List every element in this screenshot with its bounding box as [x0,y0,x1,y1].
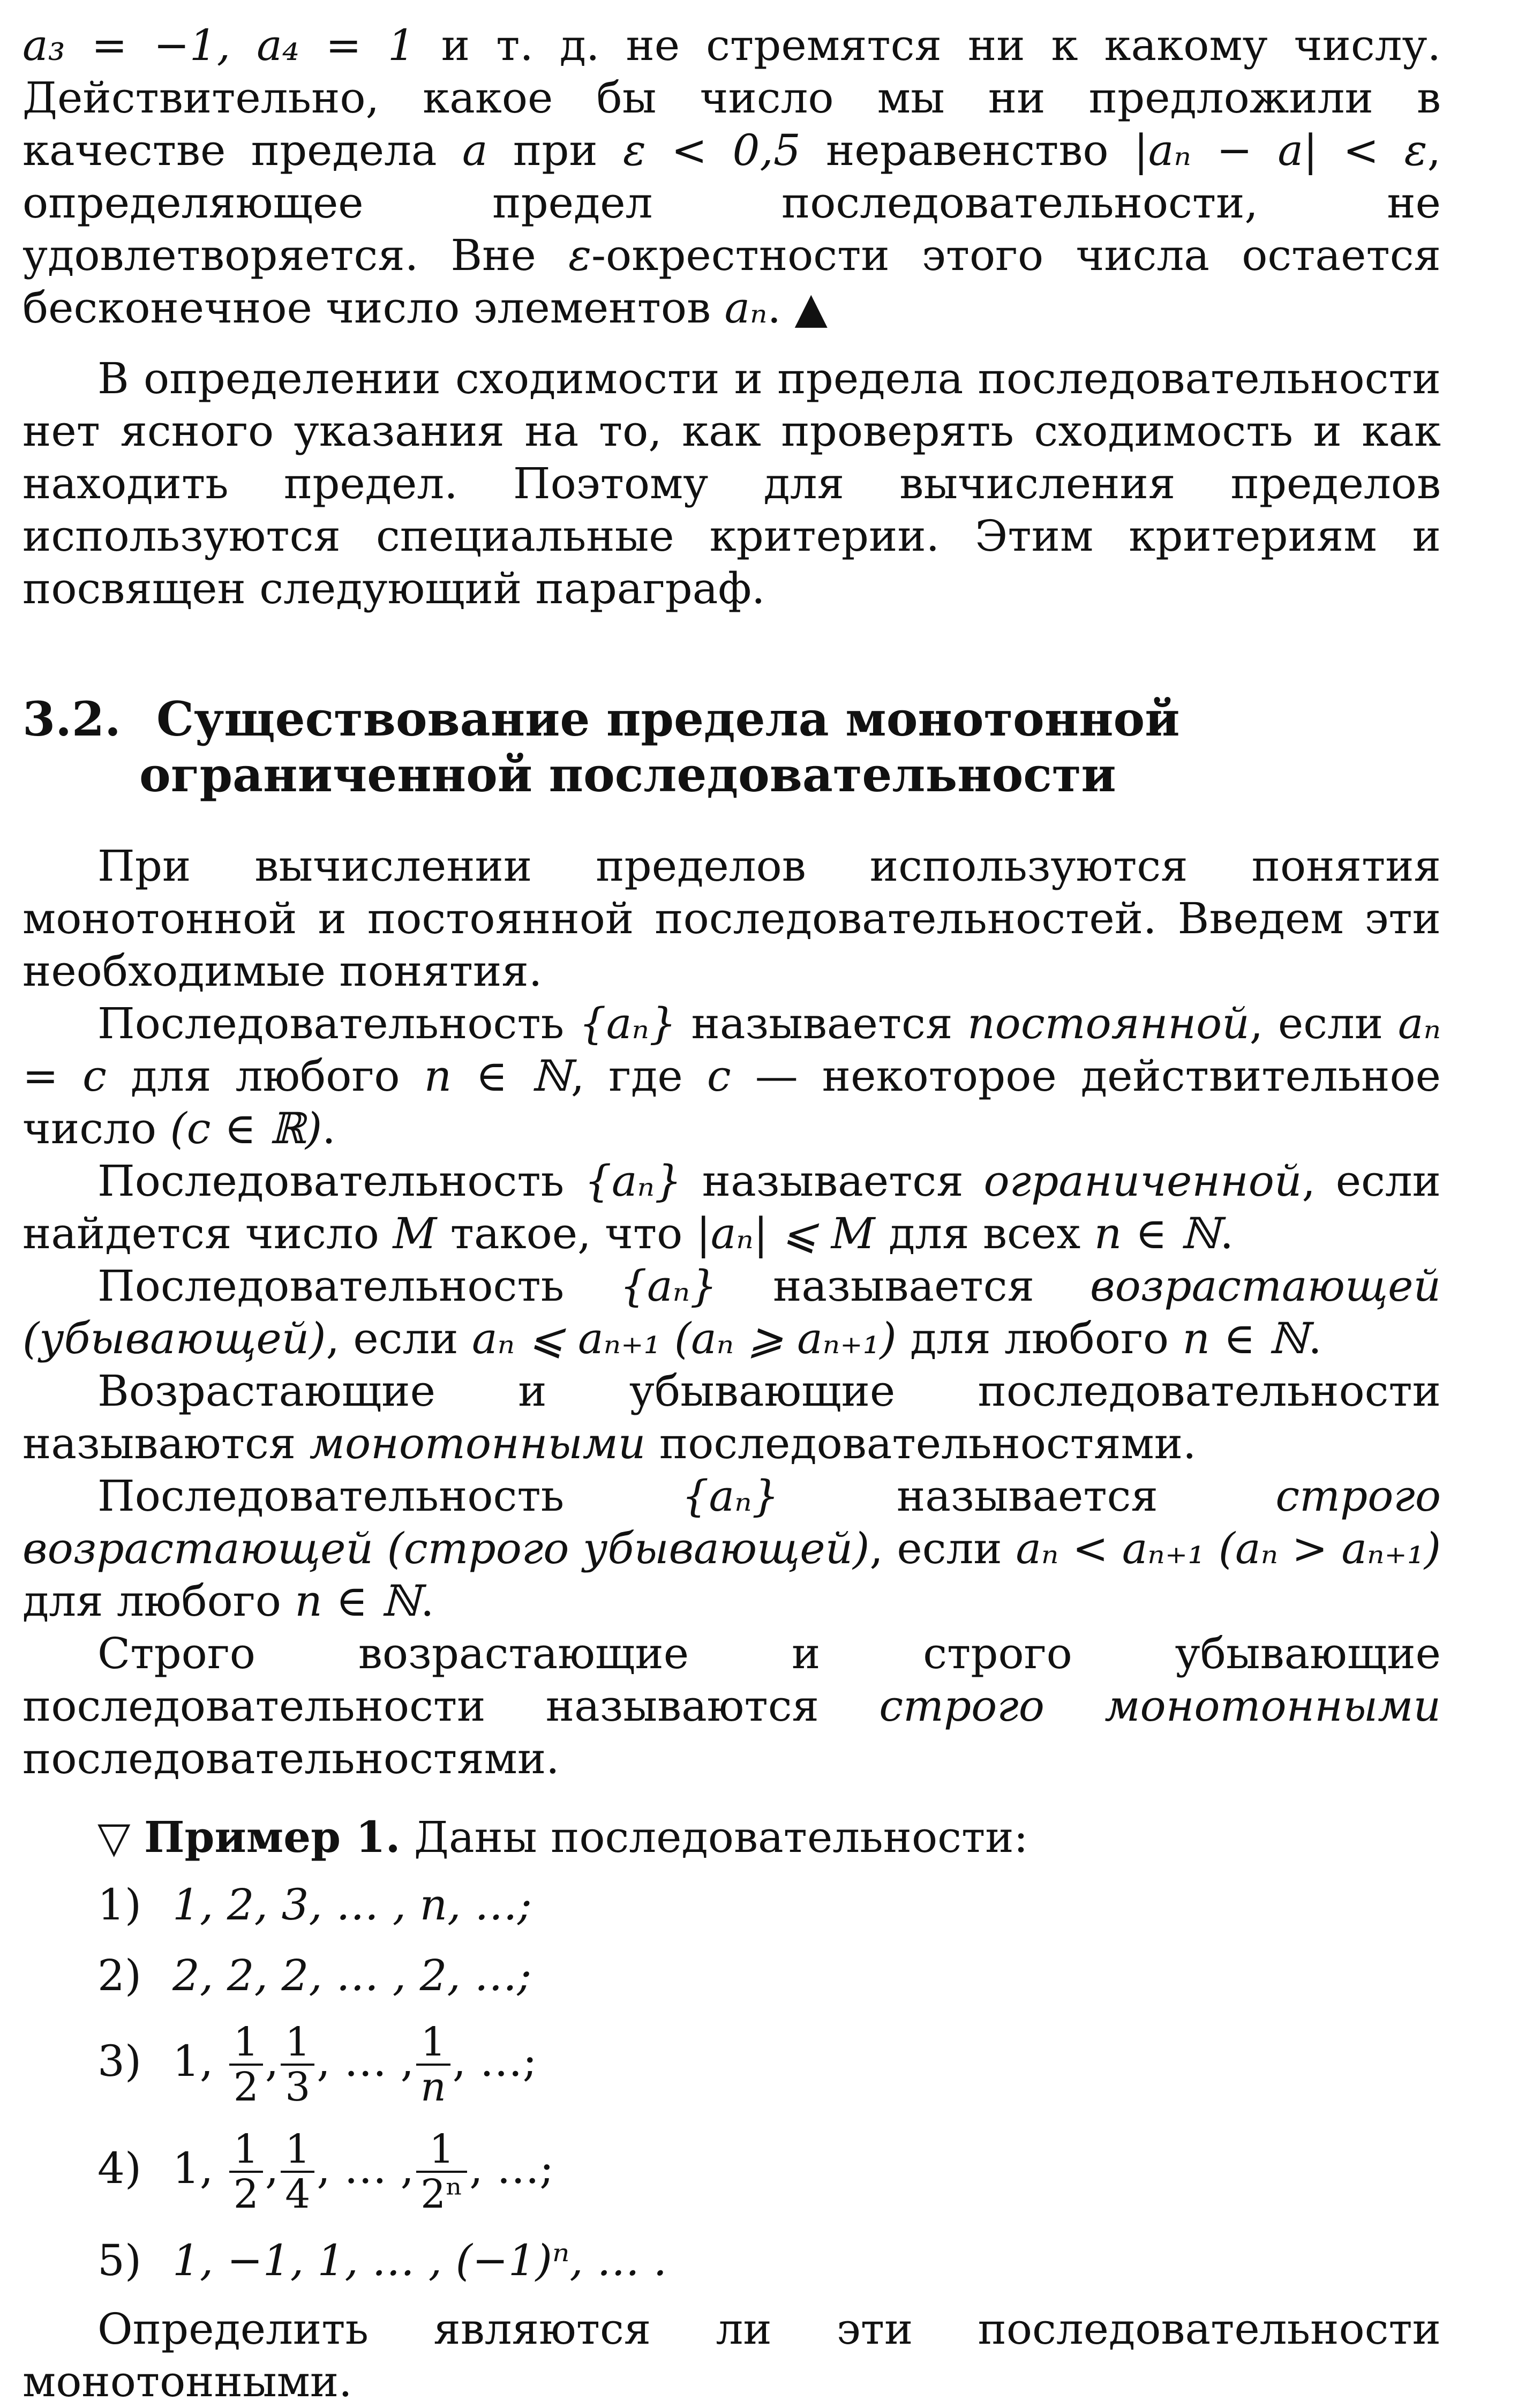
definition-strict: Последовательность {aₙ} называется строго возрастающей (строго убывающей), если aₙ < aₙ₊₁ (aₙ > aₙ₊₁) для любого n ∈ ℕ. [22,1471,1441,1626]
formula: aₙ [724,283,768,333]
formula: c [707,1051,731,1101]
defined-term: строго возрастающей (строго убывающей) [22,1471,1441,1573]
formula: {aₙ} [620,1261,718,1311]
definition-monotone: Возрастающие и убывающие последовательности называются монотонными последовательностями. [22,1366,1441,1468]
section-number: 3.2. [22,691,121,747]
list-item: 2) 2, 2, 2, … , 2, …; [97,1951,532,2000]
fraction: $\frac{1}{\text{2ⁿ}}$ [416,2128,467,2216]
definition-strict-monotone: Строго возрастающие и строго убывающие последовательности называются строго монотонными последовательностями. [22,1629,1441,1783]
example-label: Пример 1. [144,1812,401,1862]
list-item: 4) 1, $\frac{1}{2}$ , $\frac{1}{4}$ , … , $\frac{1}{\text{2ⁿ}}$ , …; [97,2126,554,2217]
formula: 1, 2, 3, … , n, …; [172,1880,532,1930]
formula: (aₙ > aₙ₊₁) [1205,1524,1441,1573]
section-heading [22,691,1441,802]
formula: n ∈ ℕ [424,1051,571,1101]
formula: aₙ ⩽ aₙ₊₁ [472,1314,661,1363]
formula: {aₙ} [681,1471,779,1521]
formula: a₃ = −1, a₄ = 1 [22,20,415,70]
example-marker-icon: ▽ [97,1812,131,1862]
formula: (aₙ ⩾ aₙ₊₁) [660,1314,897,1363]
formula: |aₙ| ⩽ M [696,1209,875,1258]
section-title-line2: ограниченной последовательности [139,747,1116,802]
formula: 1, −1, 1, … , (−1)ⁿ, … . [172,2236,667,2285]
formula: aₙ = c [22,999,1441,1101]
concepts-intro-paragraph: При вычислении пределов используются понятия монотонной и постоянной последовательностей. Введем эти необходимые понятия. [22,841,1441,996]
fraction: $\frac{1}{4}$ [281,2128,314,2216]
definition-bounded: Последовательность {aₙ} называется ограниченной, если найдется число M такое, что |aₙ| ⩽ M для всех n ∈ ℕ. [22,1156,1441,1258]
formula: n ∈ ℕ [1094,1209,1220,1258]
defined-term: возрастающей (убывающей) [22,1261,1441,1363]
formula: ε [568,230,591,280]
fraction: $\frac{1}{2}$ [229,2021,263,2109]
example-task: Определить являются ли эти последовательности монотонными. [22,2304,1441,2406]
defined-term: строго монотонными [879,1681,1441,1731]
list-item: 5) 1, −1, 1, … , (−1)ⁿ, … . [97,2236,667,2285]
defined-term: ограниченной [983,1156,1302,1206]
formula: |aₙ − a| < ε [1133,125,1427,175]
formula: 2, 2, 2, … , 2, …; [172,1951,532,2000]
list-item: 3) 1, $\frac{1}{2}$ , $\frac{1}{3}$ , … , $\frac{1}{n}$ , …; [97,2019,537,2110]
formula: n ∈ ℕ [1182,1314,1309,1363]
formula: a [462,125,488,175]
fraction: $\frac{1}{3}$ [281,2021,314,2109]
formula: (c ∈ ℝ) [170,1104,322,1153]
defined-term: постоянной [967,999,1250,1048]
definition-note-paragraph: В определении сходимости и предела последовательности нет ясного указания на то, как проверять сходимость и как находить предел. Поэтому для вычисления пределов используются специальные критерии. Этим критериям и посвящен следующий параграф. [22,354,1441,613]
formula: {aₙ} [578,999,677,1048]
defined-term: монотонными [309,1419,646,1468]
formula: ε < 0,5 [623,125,801,175]
end-of-proof-mark: . ▲ [767,283,828,333]
intro-paragraph: a₃ = −1, a₄ = 1 и т. д. не стремятся ни к какому числу. Действительно, какое бы число мы ни предложили в качестве предела a при ε < 0,5 неравенство |aₙ − a| < ε, определяющее предел последовательности, не удовлетворяется. Вне ε-окрестности этого числа остается бесконечное число элементов aₙ. ▲ [22,20,1441,333]
formula: {aₙ} [584,1156,682,1206]
definition-increasing: Последовательность {aₙ} называется возрастающей (убывающей), если aₙ ⩽ aₙ₊₁ (aₙ ⩾ aₙ₊₁) для любого n ∈ ℕ. [22,1261,1441,1363]
list-item: 1) 1, 2, 3, … , n, …; [97,1880,532,1930]
fraction: $\frac{1}{n}$ [416,2021,450,2109]
fraction: $\frac{1}{2}$ [229,2128,263,2216]
formula: M [393,1209,437,1258]
definition-constant: Последовательность {aₙ} называется постоянной, если aₙ = c для любого n ∈ ℕ, где c — некоторое действительное число (c ∈ ℝ). [22,999,1441,1153]
formula: aₙ < aₙ₊₁ [1016,1524,1205,1573]
formula: n ∈ ℕ [295,1576,421,1626]
section-title-line1: Существование предела монотонной [156,691,1180,747]
sequence-list [22,1876,1441,2290]
example-heading: ▽ Пример 1. Даны последовательности: [97,1812,1028,1862]
